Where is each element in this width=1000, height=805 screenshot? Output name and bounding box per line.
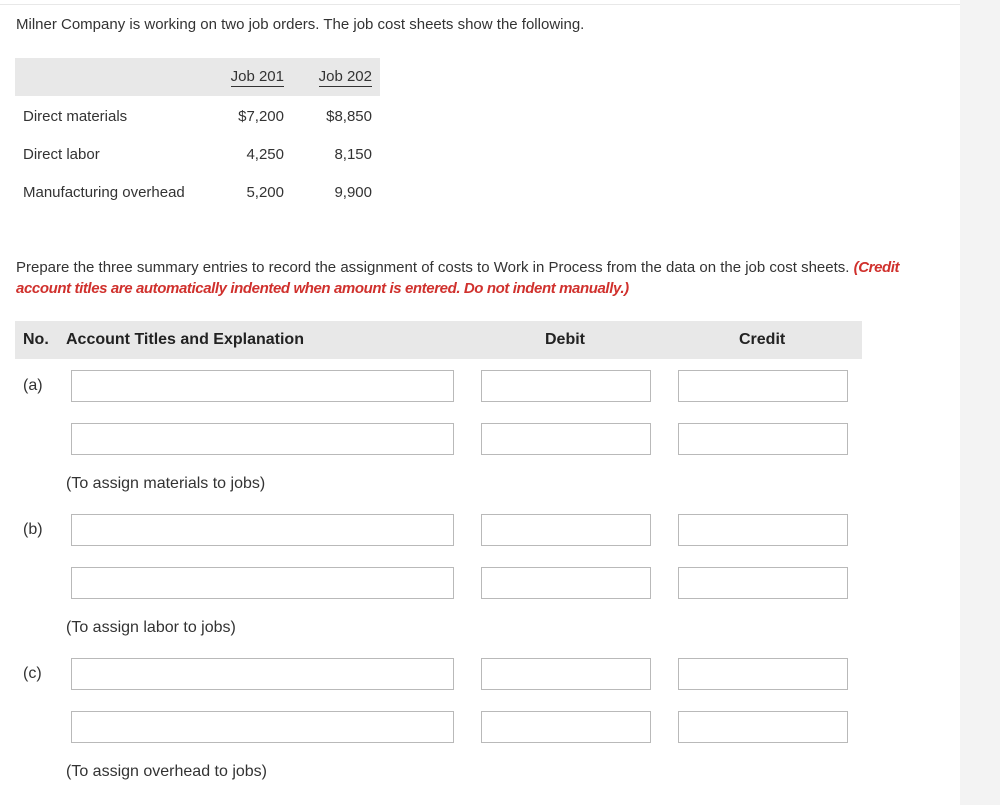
instructions	[16, 257, 946, 299]
credit-input[interactable]	[678, 514, 848, 546]
job-table-row	[15, 108, 380, 130]
journal-header	[15, 321, 862, 359]
entry-label-a: (a)	[23, 377, 43, 394]
debit-input[interactable]	[481, 711, 651, 743]
account-title-input[interactable]	[71, 370, 454, 402]
row-label: Direct labor	[23, 146, 100, 163]
entry-memo: (To assign labor to jobs)	[66, 619, 236, 636]
job-202-value: $8,850	[326, 108, 372, 125]
credit-input[interactable]	[678, 567, 848, 599]
instructions-text: Prepare the three summary entries to record the assignment of costs to Work in Process from the data on the job cost sheets.	[16, 259, 850, 276]
account-title-input[interactable]	[71, 658, 454, 690]
credit-input[interactable]	[678, 370, 848, 402]
account-title-input[interactable]	[71, 567, 454, 599]
job-202-value: 9,900	[334, 184, 372, 201]
account-column-header: Account Titles and Explanation	[66, 331, 304, 348]
job-201-value: 4,250	[246, 146, 284, 163]
job-202-header: Job 202	[318, 68, 372, 85]
top-divider	[0, 4, 960, 5]
job-201-value: $7,200	[238, 108, 284, 125]
debit-input[interactable]	[481, 370, 651, 402]
job-table-header	[15, 58, 380, 96]
job-201-header: Job 201	[230, 68, 284, 85]
right-gutter	[960, 0, 1000, 805]
debit-input[interactable]	[481, 567, 651, 599]
credit-input[interactable]	[678, 711, 848, 743]
debit-column-header: Debit	[545, 331, 585, 348]
entry-label-b: (b)	[23, 521, 43, 538]
job-202-value: 8,150	[334, 146, 372, 163]
debit-input[interactable]	[481, 423, 651, 455]
debit-input[interactable]	[481, 514, 651, 546]
credit-input[interactable]	[678, 423, 848, 455]
debit-input[interactable]	[481, 658, 651, 690]
entry-memo: (To assign materials to jobs)	[66, 475, 266, 492]
no-column-header: No.	[23, 331, 49, 348]
credit-input[interactable]	[678, 658, 848, 690]
intro-text: Milner Company is working on two job orders. The job cost sheets show the following.	[16, 16, 585, 33]
instructions-note: (Credit account titles are automatically indented when amount is entered. Do not indent manually.)	[16, 259, 900, 297]
account-title-input[interactable]	[71, 423, 454, 455]
entry-memo: (To assign overhead to jobs)	[66, 763, 267, 780]
credit-column-header: Credit	[739, 331, 786, 348]
account-title-input[interactable]	[71, 514, 454, 546]
row-label: Manufacturing overhead	[23, 184, 185, 201]
account-title-input[interactable]	[71, 711, 454, 743]
entry-label-c: (c)	[23, 665, 42, 682]
job-201-value: 5,200	[246, 184, 284, 201]
job-table-row	[15, 146, 380, 168]
row-label: Direct materials	[23, 108, 128, 125]
job-table-row	[15, 184, 380, 206]
